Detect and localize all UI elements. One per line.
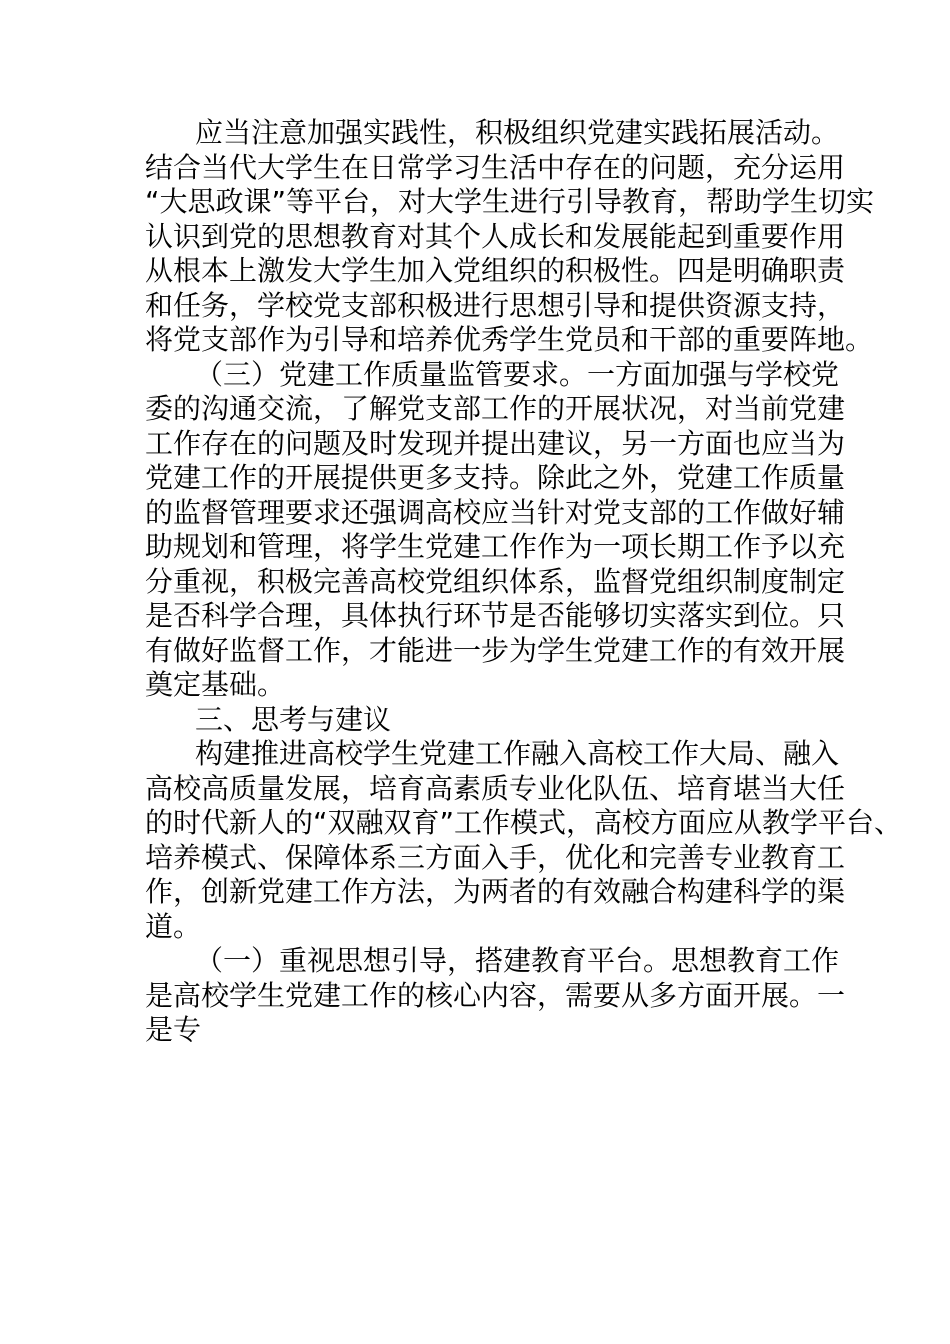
paragraph-line: 工作存在的问题及时发现并提出建议，另一方面也应当为 bbox=[145, 426, 846, 460]
paragraph-line: 分重视，积极完善高校党组织体系，监督党组织制度制定 bbox=[145, 564, 846, 598]
paragraph-line: 有做好监督工作，才能进一步为学生党建工作的有效开展 bbox=[145, 633, 846, 667]
paragraph-line: 应当注意加强实践性，积极组织党建实践拓展活动。 bbox=[195, 116, 840, 149]
paragraph-line: 助规划和管理，将学生党建工作作为一项长期工作予以充 bbox=[145, 530, 846, 563]
paragraph-line: 认识到党的思想教育对其个人成长和发展能起到重要作用 bbox=[145, 219, 846, 253]
section-heading-line: （一）重视思想引导，搭建教育平台。思想教育工作 bbox=[195, 944, 840, 977]
paragraph-line: 培养模式、保障体系三方面入手，优化和完善专业教育工 bbox=[145, 840, 846, 874]
paragraph-line: 道。 bbox=[145, 909, 202, 943]
section-heading-line: （三）党建工作质量监管要求。一方面加强与学校党 bbox=[195, 357, 840, 391]
paragraph-line: “大思政课”等平台，对大学生进行引导教育，帮助学生切实 bbox=[145, 185, 875, 218]
body-text bbox=[145, 116, 903, 1048]
paragraph-line: 高校高质量发展，培育高素质专业化队伍、培育堪当大任 bbox=[145, 771, 846, 805]
paragraph-line: 的监督管理要求还强调高校应当针对党支部的工作做好辅 bbox=[145, 495, 846, 529]
paragraph-line: 将党支部作为引导和培养优秀学生党员和干部的重要阵地。 bbox=[145, 323, 874, 356]
paragraph-line: 从根本上激发大学生加入党组织的积极性。四是明确职责 bbox=[145, 254, 846, 287]
paragraph-line: 作，创新党建工作方法，为两者的有效融合构建科学的渠 bbox=[145, 875, 846, 908]
paragraph-line: 是高校学生党建工作的核心内容，需要从多方面开展。一 bbox=[145, 978, 846, 1012]
paragraph-line: 结合当代大学生在日常学习生活中存在的问题，充分运用 bbox=[145, 150, 846, 184]
section-title: 三、思考与建议 bbox=[195, 702, 392, 736]
paragraph-line: 委的沟通交流，了解党支部工作的开展状况，对当前党建 bbox=[145, 392, 846, 425]
paragraph-line: 是专 bbox=[145, 1013, 202, 1046]
paragraph-line: 是否科学合理，具体执行环节是否能够切实落实到位。只 bbox=[145, 599, 846, 632]
paragraph-line: 的时代新人的“双融双育”工作模式，高校方面应从教学平台、 bbox=[145, 806, 903, 839]
paragraph-line: 和任务，学校党支部积极进行思想引导和提供资源支持， bbox=[145, 288, 846, 322]
paragraph-line: 构建推进高校学生党建工作融入高校工作大局、融入 bbox=[195, 737, 840, 770]
paragraph-line: 奠定基础。 bbox=[145, 668, 286, 701]
paragraph-line: 党建工作的开展提供更多支持。除此之外，党建工作质量 bbox=[145, 461, 846, 494]
